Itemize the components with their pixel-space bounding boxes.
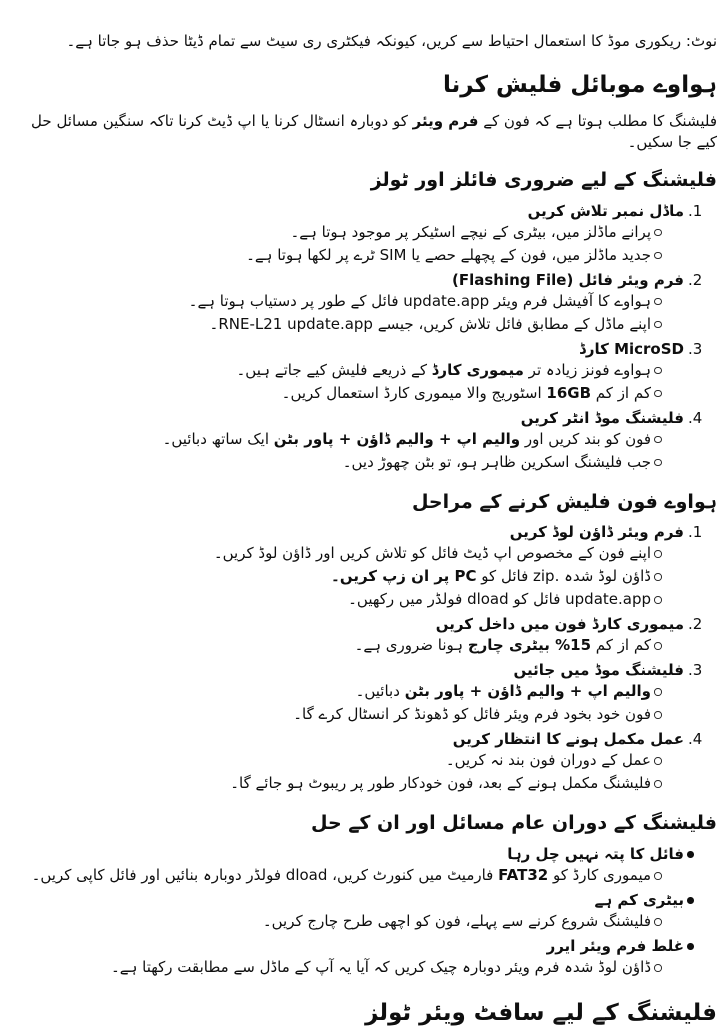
sub-item-text (28, 704, 651, 725)
sub-list-item (28, 429, 684, 450)
heading-software-tools: فلیشنگ کے لیے سافٹ ویئر ٹولز (365, 1000, 717, 1027)
circle-bullet-icon (654, 573, 662, 581)
list-item-title (28, 936, 684, 957)
sub-list-item (28, 911, 684, 932)
sub-list-item (28, 291, 684, 312)
list-item (28, 270, 717, 337)
sub-item-text (28, 383, 651, 404)
sub-item-text (28, 911, 651, 932)
heading-flashing-steps: ہواوے فون فلیش کرنے کے مراحل (411, 490, 717, 513)
bold-text: فرم ویئر ڈاؤن لوڈ کریں (509, 523, 684, 542)
circle-bullet-icon (654, 252, 662, 260)
circle-bullet-icon (654, 964, 662, 972)
text-segment: فارمیٹ میں کنورٹ کریں، dload فولڈر دوبارہ بنائیں اور فائل کاپی کریں۔ (31, 866, 499, 885)
list-number-marker: .1 (688, 201, 703, 220)
sub-item-text (28, 589, 651, 610)
list-item (28, 408, 717, 475)
list-item (28, 660, 717, 727)
bold-text: والیم اپ + والیم ڈاؤن + پاور بٹن (273, 429, 521, 448)
list-item (28, 339, 717, 406)
text-segment: جدید ماڈلز میں، فون کے پچھلے حصے یا SIM ٹرے پر لکھا ہوتا ہے۔ (246, 245, 651, 264)
list-item-content (28, 844, 684, 888)
bullet-cell (651, 429, 684, 444)
bold-text: والیم اپ + والیم ڈاؤن + پاور بٹن (404, 682, 651, 701)
sub-item-text (28, 635, 651, 656)
circle-bullet-icon (654, 918, 662, 926)
sub-list-item (28, 222, 684, 243)
bold-text: میموری کارڈ (431, 360, 524, 379)
circle-bullet-icon (654, 436, 662, 444)
list-item-title (28, 890, 684, 911)
list-item-content (28, 270, 684, 337)
bold-text: FAT32 (498, 866, 549, 885)
sub-item-text (28, 429, 651, 450)
circle-bullet-icon (654, 229, 662, 237)
bullet-cell (651, 957, 684, 972)
list-item (28, 844, 717, 888)
sub-list-item (28, 452, 684, 473)
text-segment: اپنے فون کے مخصوص اپ ڈیٹ فائل کو تلاش کریں اور ڈاؤن لوڈ کریں۔ (213, 544, 651, 563)
text-segment: ہونا ضروری ہے۔ (354, 636, 468, 655)
list-number-marker: .1 (688, 523, 703, 542)
text-segment: ایک ساتھ دبائیں۔ (162, 429, 274, 448)
sub-item-text (28, 865, 651, 886)
list-item (28, 890, 717, 934)
bullet-cell (651, 635, 684, 650)
list-item-title (28, 660, 684, 681)
bullet-cell (651, 681, 684, 696)
note-paragraph (28, 31, 717, 52)
bullet-cell (651, 452, 684, 467)
required-files-tools-list (28, 201, 717, 475)
heading-flash-huawei-mobile: ہواوے موبائل فلیش کرنا (443, 72, 717, 98)
sub-list-item (28, 635, 684, 656)
bold-text: PC پر ان زپ کریں۔ (331, 567, 477, 586)
list-number-marker: .2 (688, 270, 703, 289)
bullet-cell (651, 566, 684, 581)
bullet-cell (651, 911, 684, 926)
heading-required-files-tools: فلیشنگ کے لیے ضروری فائلز اور ٹولز (370, 168, 717, 191)
sub-item-text (28, 291, 651, 312)
disc-bullet-icon (687, 943, 694, 950)
circle-bullet-icon (654, 298, 662, 306)
text-segment: کو دوبارہ انسٹال کرنا یا اپ ڈیٹ کرنا تاکہ سنگین مسائل حل کیے جا سکیں۔ (31, 111, 717, 151)
sub-list-item (28, 314, 684, 335)
list-item (28, 936, 717, 980)
bold-text: عمل مکمل ہونے کا انتظار کریں (452, 730, 684, 749)
circle-bullet-icon (654, 550, 662, 558)
bullet-cell (651, 245, 684, 260)
disc-bullet-icon (687, 897, 694, 904)
circle-bullet-icon (654, 688, 662, 696)
bullet-cell (651, 773, 684, 788)
sub-item-text (28, 566, 651, 587)
circle-bullet-icon (654, 642, 662, 650)
list-number-marker: .4 (688, 730, 703, 749)
text-segment: فلیشنگ کا مطلب ہوتا ہے کہ فون کے (478, 111, 717, 130)
common-issues-list (28, 844, 717, 980)
list-item-content (28, 201, 684, 268)
sub-item-text (28, 543, 651, 564)
text-segment: اپنے ماڈل کے مطابق فائل تلاش کریں، جیسے RNE-L21 update.app۔ (209, 314, 651, 333)
sub-item-text (28, 452, 651, 473)
text-segment: اسٹوریج والا میموری کارڈ استعمال کریں۔ (281, 383, 547, 402)
bold-text: ماڈل نمبر تلاش کریں (527, 201, 684, 220)
list-item-content (28, 408, 684, 475)
circle-bullet-icon (654, 367, 662, 375)
sub-list-item (28, 543, 684, 564)
sub-item-text (28, 360, 651, 381)
list-item-content (28, 339, 684, 406)
sub-item-text (28, 245, 651, 266)
list-item (28, 522, 717, 612)
circle-bullet-icon (654, 321, 662, 329)
list-number-marker: .3 (688, 661, 703, 680)
bold-text: فرم ویئر فائل (Flashing File) (451, 270, 684, 289)
text-segment: کم از کم (591, 383, 651, 402)
list-item-title (28, 408, 684, 429)
text-segment: ڈاؤن لوڈ شدہ .zip فائل کو (476, 567, 651, 586)
text-segment: فون خود بخود فرم ویئر فائل کو ڈھونڈ کر انسٹال کرے گا۔ (293, 705, 651, 724)
list-item-content (28, 614, 684, 658)
bullet-cell (651, 543, 684, 558)
text-segment: update.app فائل کو dload فولڈر میں رکھیں۔ (348, 590, 651, 609)
intro-paragraph (28, 111, 717, 153)
sub-item-text (28, 681, 651, 702)
flashing-steps-list (28, 522, 717, 796)
text-segment: کے ذریعے فلیش کیے جاتے ہیں۔ (236, 360, 432, 379)
bullet-cell (651, 314, 684, 329)
bullet-cell (651, 360, 684, 375)
text-segment: نوٹ: ریکوری موڈ کا استعمال احتیاط سے کریں، کیونکہ فیکٹری ری سیٹ سے تمام ڈیٹا حذف ہو جاتا ہے۔ (66, 32, 717, 50)
bullet-cell (651, 589, 684, 604)
sub-item-text (28, 750, 651, 771)
list-item-title (28, 729, 684, 750)
list-item-title (28, 614, 684, 635)
list-item-title (28, 522, 684, 543)
sub-list-item (28, 245, 684, 266)
text-segment: میموری کارڈ کو (548, 866, 651, 885)
bold-text: 15% بیٹری چارج (467, 636, 592, 655)
heading-common-issues: فلیشنگ کے دوران عام مسائل اور ان کے حل (310, 812, 717, 835)
list-item-title (28, 844, 684, 865)
text-segment: فلیشنگ مکمل ہونے کے بعد، فون خودکار طور پر ریبوٹ ہو جائے گا۔ (230, 774, 651, 793)
sub-item-text (28, 957, 651, 978)
sub-list-item (28, 773, 684, 794)
bold-text: بیٹری کم ہے (594, 891, 684, 910)
list-item-content (28, 522, 684, 612)
list-item-title (28, 270, 684, 291)
list-item (28, 201, 717, 268)
text-segment: ہواوے فونز زیادہ تر (523, 360, 651, 379)
bold-text: میموری کارڈ فون میں داخل کریں (435, 615, 684, 634)
circle-bullet-icon (654, 872, 662, 880)
circle-bullet-icon (654, 757, 662, 765)
list-item-title (28, 339, 684, 360)
circle-bullet-icon (654, 780, 662, 788)
sub-list-item (28, 704, 684, 725)
sub-item-text (28, 773, 651, 794)
bullet-cell (651, 704, 684, 719)
bullet-cell (651, 222, 684, 237)
sub-item-text (28, 222, 651, 243)
text-segment: فلیشنگ شروع کرنے سے پہلے، فون کو اچھی طرح چارج کریں۔ (262, 912, 651, 931)
sub-list-item (28, 750, 684, 771)
list-number-marker: .4 (688, 408, 703, 427)
text-segment: عمل کے دوران فون بند نہ کریں۔ (445, 751, 651, 770)
sub-list-item (28, 957, 684, 978)
circle-bullet-icon (654, 711, 662, 719)
list-number-marker: .3 (688, 339, 703, 358)
bullet-cell (684, 844, 717, 858)
text-segment: ہواوے کا آفیشل فرم ویئر update.app فائل کے طور پر دستیاب ہوتا ہے۔ (188, 291, 651, 310)
bullet-cell (651, 750, 684, 765)
bold-text: MicroSD کارڈ (579, 339, 684, 358)
sub-list-item (28, 383, 684, 404)
circle-bullet-icon (654, 459, 662, 467)
sub-item-text (28, 314, 651, 335)
text-segment: پرانے ماڈلز میں، بیٹری کے نیچے اسٹیکر پر موجود ہوتا ہے۔ (290, 222, 651, 241)
sub-list-item (28, 589, 684, 610)
sub-list-item (28, 360, 684, 381)
circle-bullet-icon (654, 596, 662, 604)
bullet-cell (684, 890, 717, 904)
list-item (28, 729, 717, 796)
bold-text: فلیشنگ موڈ میں جائیں (513, 661, 684, 680)
bold-text: فرم ویئر (412, 111, 479, 130)
bullet-cell (684, 936, 717, 950)
text-segment: ڈاؤن لوڈ شدہ فرم ویئر دوبارہ چیک کریں کہ آیا یہ آپ کے ماڈل سے مطابقت رکھتا ہے۔ (110, 958, 651, 977)
list-item-content (28, 729, 684, 796)
text-segment: کم از کم (591, 636, 651, 655)
list-number-marker: .2 (688, 615, 703, 634)
circle-bullet-icon (654, 390, 662, 398)
bold-text: فلیشنگ موڈ انٹر کریں (520, 408, 684, 427)
list-item-content (28, 890, 684, 934)
bullet-cell (651, 383, 684, 398)
sub-list-item (28, 865, 684, 886)
list-item-title (28, 201, 684, 222)
sub-list-item (28, 681, 684, 702)
list-item-content (28, 660, 684, 727)
disc-bullet-icon (687, 851, 694, 858)
bullet-cell (651, 291, 684, 306)
list-item-content (28, 936, 684, 980)
text-segment: فون کو بند کریں اور (520, 429, 651, 448)
sub-list-item (28, 566, 684, 587)
bold-text: فائل کا پتہ نہیں چل رہا (507, 845, 684, 864)
bold-text: غلط فرم ویئر ایرر (546, 937, 684, 956)
bold-text: 16GB (546, 383, 592, 402)
text-segment: جب فلیشنگ اسکرین ظاہر ہو، تو بٹن چھوڑ دیں۔ (342, 452, 651, 471)
text-segment: دبائیں۔ (355, 682, 405, 701)
list-item (28, 614, 717, 658)
bullet-cell (651, 865, 684, 880)
